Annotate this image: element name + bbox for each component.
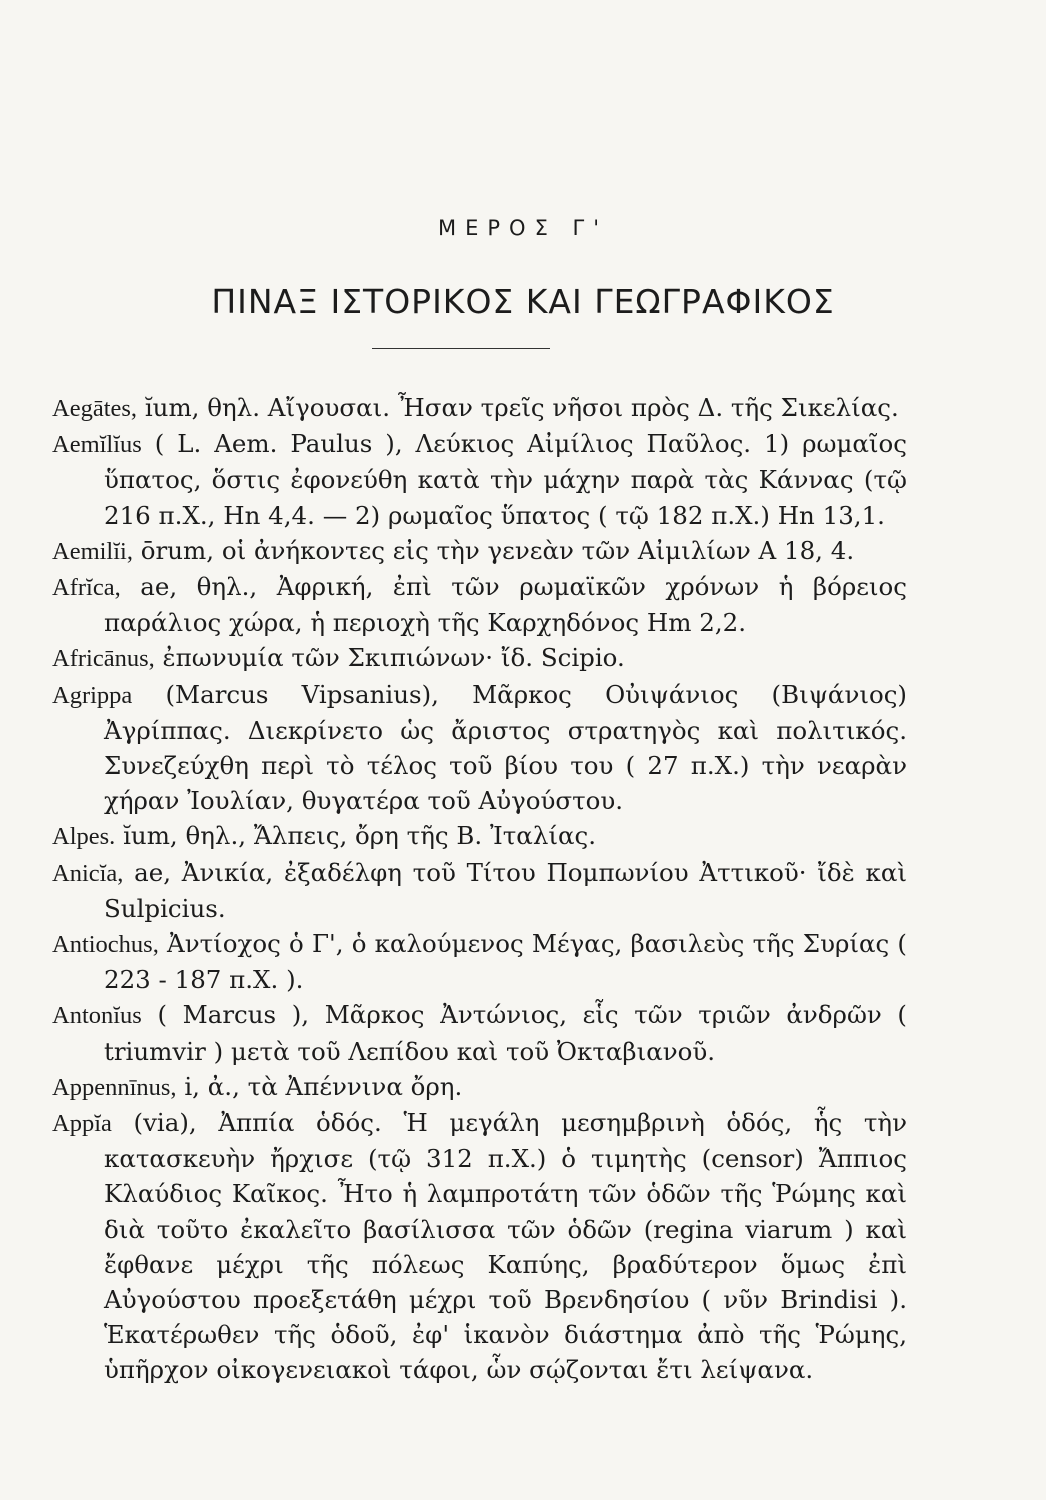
glossary-entries	[52, 390, 907, 1388]
entry-term: Alpes.	[52, 823, 116, 851]
entry-text: ĭum, θηλ., Ἄλπεις, ὄρη τῆς Β. Ἰταλίας.	[115, 821, 597, 851]
entry-term: Appennīnus,	[52, 1073, 177, 1101]
glossary-entry	[52, 533, 907, 569]
entry-text: Ἀντίοχος ὁ Γ', ὁ καλούμενος Μέγας, βασιλεὺς τῆς Συρίας ( 223 - 187 π.Χ. ).	[104, 929, 907, 995]
entry-term: Aemilĭi,	[52, 537, 133, 565]
title-divider	[372, 348, 550, 349]
glossary-entry	[52, 818, 907, 854]
entry-term: Afrĭca,	[52, 574, 121, 602]
entry-term: Antiochus,	[52, 931, 159, 959]
entry-text: ( Marcus ), Μᾶρκος Ἀντώνιος, εἷς τῶν τριῶν ἀνδρῶν ( triumvir ) μετὰ τοῦ Λεπίδου καὶ τοῦ Ὀκταβιανοῦ.	[104, 1000, 907, 1066]
entry-text: (via), Ἀππία ὁδός. Ἡ μεγάλη μεσημβρινὴ ὁδός, ἧς τὴν κατασκευὴν ἤρχισε (τῷ 312 π.Χ.) ὁ τιμητὴς (censor) Ἄππιος Κλαύδιος Καῖκος. Ἦτο ἡ λαμπροτάτη τῶν ὁδῶν τῆς Ῥώμης καὶ διὰ τοῦτο ἐκαλεῖτο βασίλισσα τῶν ὁδῶν (regina viarum ) καὶ ἔφθανε μέχρι τῆς πόλεως Καπύης, βραδύτερον ὅμως ἐπὶ Αὐγούστου προεξετάθη μέχρι τοῦ Βρενδησίου ( νῦν Brindisi ). Ἑκατέρωθεν τῆς ὁδοῦ, ἐφ' ἱκανὸν διάστημα ἀπὸ τῆς Ῥώμης, ὑπῆρχον οἰκογενειακοὶ τάφοι, ὧν σῴζονται ἔτι λείψανα.	[104, 1108, 907, 1385]
entry-text: ae, Ἀνικία, ἐξαδέλφη τοῦ Τίτου Πομπωνίου Ἀττικοῦ· ἴδὲ καὶ Sulpicius.	[104, 857, 907, 923]
glossary-entry	[52, 569, 907, 640]
entry-text: ἐπωνυμία τῶν Σκιπιώνων· ἴδ. Scipio.	[154, 643, 625, 673]
entry-text: ( L. Aem. Paulus ), Λεύκιος Αἰμίλιος Παῦλος. 1) ρωμαῖος ὕπατος, ὅστις ἐφονεύθη κατὰ τὴν μάχην παρὰ τὰς Κάννας (τῷ 216 π.Χ., Hn 4,4. — 2) ρωμαῖος ὕπατος ( τῷ 182 π.Χ.) Hn 13,1.	[104, 429, 907, 530]
glossary-entry	[52, 677, 907, 819]
glossary-entry	[52, 1105, 907, 1388]
entry-term: Africānus,	[52, 645, 155, 673]
entry-term: Aegātes,	[52, 395, 138, 422]
glossary-entry	[52, 1069, 907, 1105]
entry-text: ĭum, θηλ. Αἴγουσαι. Ἦσαν τρεῖς νῆσοι πρὸς Δ. τῆς Σικελίας.	[137, 393, 899, 422]
glossary-entry	[52, 997, 907, 1068]
entry-term: Appĭa	[52, 1110, 112, 1138]
glossary-entry	[52, 855, 907, 926]
entry-term: Antonĭus	[52, 1002, 142, 1030]
entry-term: Anicĭa,	[52, 859, 124, 887]
glossary-entry	[52, 426, 907, 533]
glossary-entry	[52, 926, 907, 997]
entry-term: Aemĭlĭus	[52, 431, 142, 459]
entry-text: ae, θηλ., Ἀφρική, ἐπὶ τῶν ρωμαϊκῶν χρόνων ἡ βόρειος παράλιος χώρα, ἡ περιοχὴ τῆς Καρχηδόνος Hm 2,2.	[104, 572, 907, 638]
part-heading: ΜΕΡΟΣ Γ'	[438, 216, 608, 240]
entry-term: Agrippa	[52, 681, 133, 709]
glossary-entry	[52, 390, 907, 426]
entry-text: ōrum, οἱ ἀνήκοντες εἰς τὴν γενεὰν τῶν Αἰμιλίων A 18, 4.	[132, 535, 855, 565]
page-title: ΠΙΝΑΞ ΙΣΤΟΡΙΚΟΣ ΚΑΙ ΓΕΩΓΡΑΦΙΚΟΣ	[211, 282, 835, 321]
entry-text: i, ἀ., τὰ Ἀπέννινα ὄρη.	[176, 1071, 463, 1101]
glossary-entry	[52, 640, 907, 676]
entry-text: (Marcus Vipsanius), Μᾶρκος Οὐιψάνιος (Βιψάνιος) Ἀγρίππας. Διεκρίνετο ὡς ἄριστος στρατηγὸς καὶ πολιτικός. Συνεζεύχθη περὶ τὸ τέλος τοῦ βίου του ( 27 π.Χ.) τὴν νεαρὰν χήραν Ἰουλίαν, θυγατέρα τοῦ Αὐγούστου.	[104, 679, 907, 816]
